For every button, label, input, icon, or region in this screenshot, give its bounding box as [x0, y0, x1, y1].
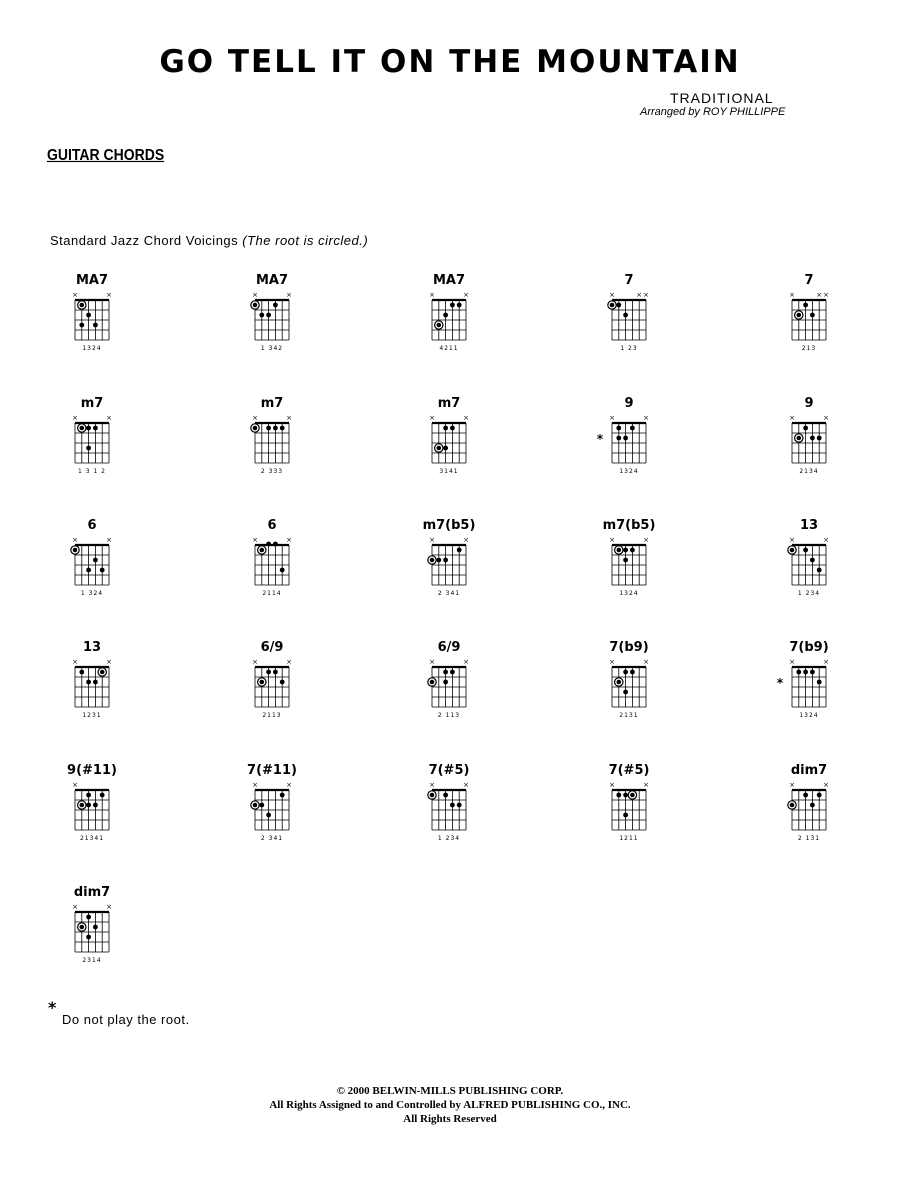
finger-dot	[450, 670, 455, 675]
finger-dot	[803, 426, 808, 431]
chord-diagram	[603, 518, 656, 597]
chord-name: 13	[82, 640, 102, 655]
chord-diagram	[423, 518, 476, 597]
finger-dot	[803, 303, 808, 308]
finger-dot	[443, 558, 448, 563]
muted-string-marker: ×	[789, 781, 795, 789]
muted-string-marker: ×	[463, 291, 469, 299]
muted-string-marker: ×	[429, 781, 435, 789]
finger-dot	[93, 426, 98, 431]
muted-string-marker: ×	[252, 658, 258, 666]
finger-dot	[623, 313, 628, 318]
finger-dot	[86, 568, 91, 573]
chord-name: MA7	[432, 273, 466, 288]
chord-name: 7	[804, 273, 814, 288]
root-dot	[80, 925, 85, 930]
chord-name: 7	[624, 273, 634, 288]
finger-dot	[630, 548, 635, 553]
finger-dot	[280, 680, 285, 685]
muted-string-marker: ×	[106, 291, 112, 299]
muted-string-marker: ×	[72, 291, 78, 299]
muted-string-marker: ×	[106, 658, 112, 666]
root-dot	[437, 446, 442, 451]
muted-string-marker: ×	[463, 414, 469, 422]
finger-dot	[280, 793, 285, 798]
finger-dot	[273, 542, 278, 547]
finger-dot	[817, 436, 822, 441]
finger-dot	[266, 313, 271, 318]
fingering-numbers: 4211	[439, 345, 459, 352]
muted-string-marker: ×	[789, 658, 795, 666]
finger-dot	[443, 670, 448, 675]
chord-diagram	[251, 396, 292, 475]
muted-string-marker: ×	[252, 291, 258, 299]
finger-dot	[273, 426, 278, 431]
muted-string-marker: ×	[72, 658, 78, 666]
muted-string-marker: ×	[609, 781, 615, 789]
chord-diagram	[72, 396, 112, 475]
chord-diagram	[777, 640, 829, 719]
chord-name: 6/9	[437, 640, 461, 655]
finger-dot	[450, 426, 455, 431]
finger-dot	[86, 935, 91, 940]
chord-diagram	[251, 273, 292, 352]
finger-dot	[266, 813, 271, 818]
finger-dot	[259, 313, 264, 318]
muted-string-marker: ×	[463, 781, 469, 789]
muted-string-marker: ×	[72, 536, 78, 544]
chord-diagram	[597, 396, 649, 475]
finger-dot	[266, 670, 271, 675]
song-title: GO TELL IT ON THE MOUNTAIN	[159, 44, 741, 80]
fingering-numbers: 1 3 1 2	[78, 468, 106, 475]
finger-dot	[86, 446, 91, 451]
finger-dot	[443, 793, 448, 798]
muted-string-marker: ×	[816, 291, 823, 299]
chord-diagram	[788, 518, 829, 597]
muted-string-marker: ×	[643, 291, 649, 299]
muted-string-marker: ×	[823, 781, 829, 789]
chord-name: 6/9	[260, 640, 284, 655]
finger-dot	[93, 925, 98, 930]
fingering-numbers: 2 341	[260, 835, 284, 842]
chord-diagram	[789, 273, 829, 352]
muted-string-marker: ×	[609, 414, 615, 422]
finger-dot	[630, 670, 635, 675]
finger-dot	[93, 558, 98, 563]
muted-string-marker: ×	[789, 291, 795, 299]
finger-dot	[810, 670, 815, 675]
root-dot	[630, 793, 635, 798]
muted-string-marker: ×	[789, 414, 795, 422]
footnote-text: Do not play the root.	[62, 1012, 190, 1027]
copyright-line-3: All Rights Reserved	[403, 1113, 497, 1125]
finger-dot	[817, 568, 822, 573]
muted-string-marker: ×	[823, 658, 829, 666]
chord-name: m7(b5)	[422, 518, 476, 533]
finger-dot	[93, 803, 98, 808]
finger-dot	[79, 323, 84, 328]
finger-dot	[803, 793, 808, 798]
root-dot	[617, 680, 622, 685]
copyright-block	[0, 1084, 900, 1126]
muted-string-marker: ×	[106, 903, 112, 911]
chord-diagram	[609, 640, 649, 719]
chord-diagram	[429, 396, 469, 475]
chord-diagram	[429, 273, 469, 352]
copyright-line-2: All Rights Assigned to and Controlled by ALFRED PUBLISHING CO., INC.	[269, 1099, 631, 1111]
chord-diagram	[252, 640, 292, 719]
fingering-numbers: 1324	[619, 590, 639, 597]
muted-string-marker: ×	[463, 536, 469, 544]
muted-string-marker: ×	[72, 903, 78, 911]
root-dot	[253, 803, 258, 808]
finger-dot	[93, 323, 98, 328]
finger-dot	[259, 803, 264, 808]
finger-dot	[280, 426, 285, 431]
root-omitted-marker: *	[596, 432, 604, 446]
muted-string-marker: ×	[636, 291, 643, 299]
muted-string-marker: ×	[823, 414, 829, 422]
root-dot	[430, 793, 435, 798]
chord-name: m7(b5)	[602, 518, 656, 533]
fingering-numbers: 2 333	[260, 468, 284, 475]
finger-dot	[436, 558, 441, 563]
chord-name: 7(b9)	[789, 640, 829, 655]
fingering-numbers: 1 234	[437, 835, 461, 842]
fingering-numbers: 1 342	[260, 345, 284, 352]
root-dot	[437, 323, 442, 328]
finger-dot	[457, 803, 462, 808]
chord-name: dim7	[790, 763, 828, 778]
root-dot	[260, 548, 265, 553]
finger-dot	[623, 670, 628, 675]
finger-dot	[616, 793, 621, 798]
fingering-numbers: 1231	[82, 712, 102, 719]
finger-dot	[803, 670, 808, 675]
chord-name: 6	[87, 518, 97, 533]
chord-diagram	[67, 763, 117, 842]
chord-name: 7(#11)	[247, 763, 297, 778]
chord-diagram	[788, 763, 829, 842]
chord-name: dim7	[73, 885, 111, 900]
fingering-numbers: 2131	[619, 712, 639, 719]
finger-dot	[443, 313, 448, 318]
finger-dot	[86, 313, 91, 318]
muted-string-marker: ×	[609, 658, 615, 666]
fingering-numbers: 2113	[262, 712, 282, 719]
chord-name: 7(b9)	[609, 640, 649, 655]
finger-dot	[443, 680, 448, 685]
root-dot	[253, 426, 258, 431]
muted-string-marker: ×	[609, 536, 615, 544]
finger-dot	[273, 670, 278, 675]
fingering-numbers: 1324	[619, 468, 639, 475]
muted-string-marker: ×	[823, 291, 829, 299]
muted-string-marker: ×	[643, 658, 649, 666]
finger-dot	[443, 446, 448, 451]
finger-dot	[616, 436, 621, 441]
finger-dot	[93, 680, 98, 685]
finger-dot	[817, 793, 822, 798]
root-dot	[73, 548, 78, 553]
root-dot	[260, 680, 265, 685]
muted-string-marker: ×	[286, 781, 292, 789]
root-dot	[253, 303, 258, 308]
fingering-numbers: 213	[801, 345, 817, 352]
muted-string-marker: ×	[823, 536, 829, 544]
root-dot	[797, 313, 802, 318]
finger-dot	[616, 426, 621, 431]
muted-string-marker: ×	[286, 291, 292, 299]
muted-string-marker: ×	[72, 781, 78, 789]
chord-name: 7(#5)	[608, 763, 650, 778]
finger-dot	[616, 303, 621, 308]
fingering-numbers: 1211	[619, 835, 639, 842]
root-dot	[610, 303, 615, 308]
fingering-numbers: 1 324	[80, 590, 104, 597]
root-dot	[100, 670, 105, 675]
muted-string-marker: ×	[252, 536, 258, 544]
finger-dot	[810, 803, 815, 808]
finger-dot	[86, 426, 91, 431]
voicings-intro-note: (The root is circled.)	[242, 233, 369, 248]
fingering-numbers: 2134	[799, 468, 819, 475]
root-dot	[80, 303, 85, 308]
finger-dot	[450, 303, 455, 308]
muted-string-marker: ×	[609, 291, 615, 299]
chord-diagram	[71, 518, 112, 597]
muted-string-marker: ×	[106, 414, 112, 422]
root-omitted-marker: *	[776, 676, 784, 690]
muted-string-marker: ×	[643, 781, 649, 789]
finger-dot	[86, 680, 91, 685]
fingering-numbers: 2 131	[797, 835, 821, 842]
chord-name: 9(#11)	[67, 763, 117, 778]
muted-string-marker: ×	[72, 414, 78, 422]
chord-name: m7	[80, 396, 104, 411]
chord-diagram	[72, 273, 112, 352]
finger-dot	[450, 803, 455, 808]
muted-string-marker: ×	[429, 291, 435, 299]
finger-dot	[457, 303, 462, 308]
fingering-numbers: 2314	[82, 957, 102, 964]
fingering-numbers: 21341	[79, 835, 105, 842]
muted-string-marker: ×	[429, 414, 435, 422]
fingering-numbers: 1324	[82, 345, 102, 352]
finger-dot	[623, 548, 628, 553]
chord-name: m7	[437, 396, 461, 411]
muted-string-marker: ×	[643, 414, 649, 422]
root-dot	[790, 548, 795, 553]
copyright-line-1: © 2000 BELWIN-MILLS PUBLISHING CORP.	[336, 1085, 564, 1097]
finger-dot	[100, 568, 105, 573]
footnote-marker: *	[48, 998, 57, 1017]
muted-string-marker: ×	[463, 658, 469, 666]
muted-string-marker: ×	[252, 781, 258, 789]
root-dot	[430, 558, 435, 563]
finger-dot	[100, 793, 105, 798]
finger-dot	[810, 313, 815, 318]
finger-dot	[623, 690, 628, 695]
muted-string-marker: ×	[429, 658, 435, 666]
section-label: GUITAR CHORDS	[47, 144, 165, 164]
root-dot	[617, 548, 622, 553]
fingering-numbers: 1 234	[797, 590, 821, 597]
finger-dot	[266, 426, 271, 431]
chord-name: MA7	[255, 273, 289, 288]
chord-diagram	[789, 396, 829, 475]
finger-dot	[86, 793, 91, 798]
finger-dot	[810, 558, 815, 563]
muted-string-marker: ×	[286, 658, 292, 666]
fingering-numbers: 3141	[439, 468, 459, 475]
chord-diagram	[608, 273, 649, 352]
finger-dot	[86, 803, 91, 808]
muted-string-marker: ×	[286, 414, 292, 422]
chord-name: 9	[804, 396, 814, 411]
chord-name: 9	[624, 396, 634, 411]
chord-name: 7(#5)	[428, 763, 470, 778]
fingering-numbers: 2 341	[437, 590, 461, 597]
fingering-numbers: 2 113	[437, 712, 461, 719]
fingering-numbers: 2114	[262, 590, 282, 597]
chord-name: 6	[267, 518, 277, 533]
chord-diagram	[252, 518, 292, 597]
finger-dot	[266, 542, 271, 547]
finger-dot	[796, 670, 801, 675]
root-dot	[797, 436, 802, 441]
composer-credit: TRADITIONAL	[670, 90, 774, 106]
chord-diagram	[609, 763, 650, 842]
finger-dot	[623, 813, 628, 818]
finger-dot	[803, 548, 808, 553]
muted-string-marker: ×	[643, 536, 649, 544]
chord-diagram	[72, 885, 112, 964]
chord-name: m7	[260, 396, 284, 411]
root-dot	[790, 803, 795, 808]
muted-string-marker: ×	[106, 536, 112, 544]
finger-dot	[443, 426, 448, 431]
chord-diagram	[72, 640, 112, 719]
finger-dot	[79, 670, 84, 675]
chord-diagram	[428, 640, 469, 719]
voicings-intro-text: Standard Jazz Chord Voicings	[50, 233, 239, 248]
root-dot	[80, 426, 85, 431]
finger-dot	[623, 436, 628, 441]
chord-name: MA7	[75, 273, 109, 288]
root-dot	[430, 680, 435, 685]
fingering-numbers: 1324	[799, 712, 819, 719]
chord-diagram	[428, 763, 470, 842]
finger-dot	[457, 548, 462, 553]
finger-dot	[810, 436, 815, 441]
fingering-numbers: 1 23	[620, 345, 638, 352]
finger-dot	[817, 680, 822, 685]
arranger-credit: Arranged by ROY PHILLIPPE	[640, 106, 786, 118]
muted-string-marker: ×	[429, 536, 435, 544]
muted-string-marker: ×	[789, 536, 795, 544]
chord-name: 13	[799, 518, 819, 533]
finger-dot	[623, 558, 628, 563]
finger-dot	[86, 915, 91, 920]
finger-dot	[630, 426, 635, 431]
finger-dot	[273, 303, 278, 308]
muted-string-marker: ×	[286, 536, 292, 544]
root-dot	[80, 803, 85, 808]
finger-dot	[623, 793, 628, 798]
muted-string-marker: ×	[252, 414, 258, 422]
chord-diagram	[247, 763, 297, 842]
finger-dot	[280, 568, 285, 573]
